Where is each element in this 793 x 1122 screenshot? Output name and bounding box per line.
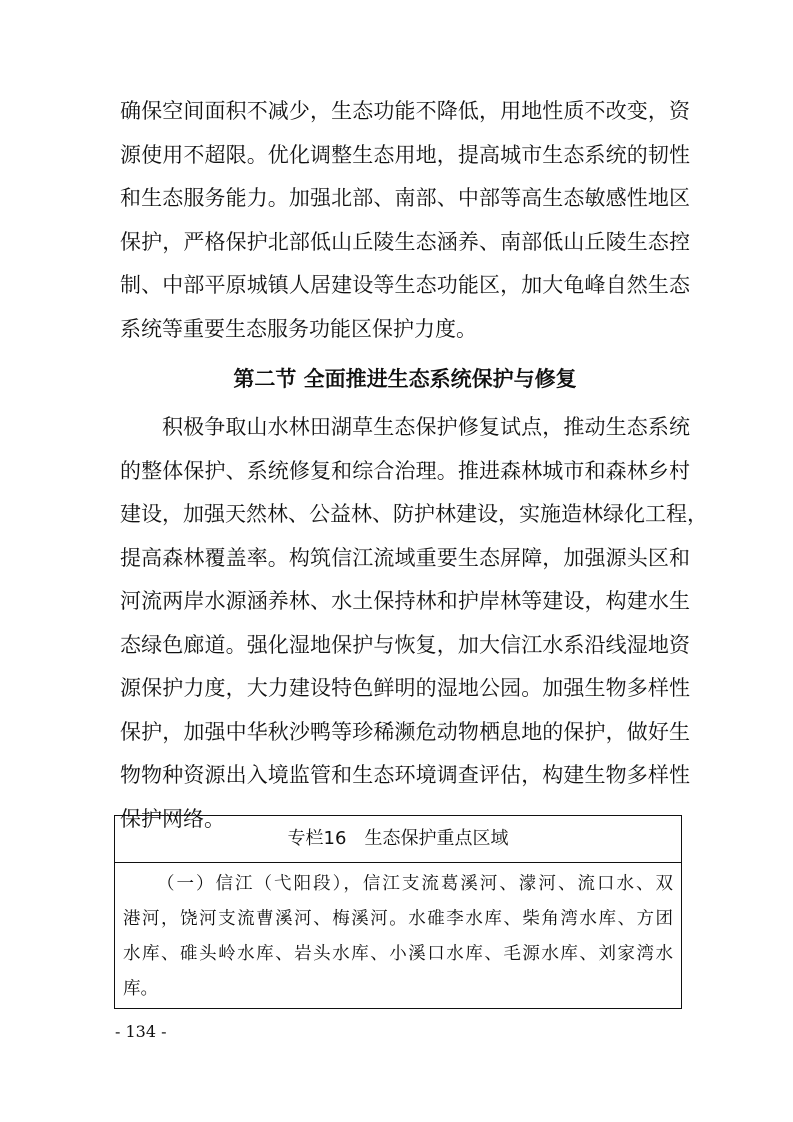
text-line: 建设，加强天然林、公益林、防护林建设，实施造林绿化工程， [120, 502, 708, 526]
text-line: 保护，加强中华秋沙鸭等珍稀濒危动物栖息地的保护，做好生 [120, 719, 690, 744]
text-line: 源保护力度，大力建设特色鲜明的湿地公园。加强生物多样性 [120, 676, 690, 700]
text-line: 源使用不超限。优化调整生态用地，提高城市生态系统的韧性 [120, 142, 690, 167]
box-text-line: 库。 [123, 979, 158, 999]
box-text-line: 港河，饶河支流曹溪河、梅溪河。水碓李水库、柴角湾水库、方团 [123, 909, 673, 929]
text-line: 确保空间面积不减少，生态功能不降低，用地性质不改变，资 [120, 99, 690, 123]
feature-box [114, 815, 682, 1009]
section-heading: 第二节 全面推进生态系统保护与修复 [233, 367, 577, 391]
text-line: 的整体保护、系统修复和综合治理。推进森林城市和森林乡村 [120, 458, 690, 483]
feature-box-title: 专栏16 生态保护重点区域 [115, 816, 681, 863]
text-line: 系统等重要生态服务功能区保护力度。 [120, 316, 477, 341]
paragraph-2 [120, 406, 708, 841]
page-number: - 134 - [115, 1022, 167, 1041]
text-line: 提高森林覆盖率。构筑信江流域重要生态屏障，加强源头区和 [120, 545, 690, 570]
text-line: 河流两岸水源涵养林、水土保持林和护岸林等建设，构建水生 [120, 589, 690, 613]
box-text-line: （一）信江（弋阳段），信江支流葛溪河、濛河、流口水、双 [157, 874, 673, 894]
paragraph-1 [120, 90, 690, 351]
text-line: 态绿色廊道。强化湿地保护与恢复，加大信江水系沿线湿地资 [120, 632, 690, 657]
text-line: 积极争取山水林田湖草生态保护修复试点，推动生态系统 [162, 415, 690, 439]
text-line: 制、中部平原城镇人居建设等生态功能区，加大龟峰自然生态 [120, 273, 690, 297]
text-line: 保护网络。 [120, 806, 225, 831]
feature-box-body [115, 863, 681, 1007]
box-text-line: 水库、碓头岭水库、岩头水库、小溪口水库、毛源水库、刘家湾水 [123, 944, 673, 964]
text-line: 保护，严格保护北部低山丘陵生态涵养、南部低山丘陵生态控 [120, 229, 690, 254]
text-line: 物物种资源出入境监管和生态环境调查评估，构建生物多样性 [120, 763, 690, 787]
text-line: 和生态服务能力。加强北部、南部、中部等高生态敏感性地区 [120, 186, 690, 210]
